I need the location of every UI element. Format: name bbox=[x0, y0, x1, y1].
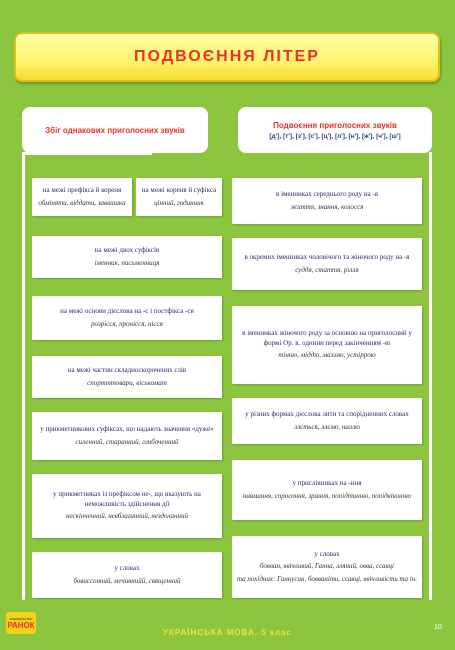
box-examples: обміняти, віддати, заввишки bbox=[38, 198, 126, 207]
right-heading-text: Подвоєння приголосних звуків bbox=[273, 120, 397, 130]
box-text: у прикметникових суфіксах, що надають значення «дуже» bbox=[40, 425, 214, 434]
box-examples: розрісся, пронісся, нісся bbox=[91, 319, 163, 328]
box-text: у прислівниках на -ння bbox=[292, 479, 362, 488]
left-column-heading bbox=[22, 107, 208, 153]
box-text: на межі двох суфіксів bbox=[94, 246, 160, 255]
left-box-prefix-root bbox=[32, 178, 132, 216]
box-examples: силенний, старанний, глибоченний bbox=[75, 437, 179, 446]
right-box-2 bbox=[232, 238, 422, 290]
box-text: у словах bbox=[114, 564, 140, 573]
box-text: на межі префікса й кореня bbox=[42, 186, 122, 195]
box-examples: цінний, годинник bbox=[154, 198, 204, 207]
right-box-3 bbox=[232, 306, 422, 384]
right-box-6 bbox=[232, 536, 422, 598]
right-connector bbox=[429, 152, 432, 600]
box-extra-examples: та похідних: Ганнусин, бовваніти, ссавці, ввічливість та ін. bbox=[237, 574, 417, 583]
box-examples: бовван, ввічливий, Ганна, лляний, овва, ссавці bbox=[259, 562, 394, 571]
left-box-3 bbox=[32, 356, 222, 398]
title-banner bbox=[14, 32, 440, 82]
box-examples: суддя, стаття, рілля bbox=[295, 265, 359, 274]
right-box-5 bbox=[232, 460, 422, 520]
footer bbox=[0, 622, 455, 642]
left-heading-text: Збіг однакових приголосних звуків bbox=[45, 125, 185, 135]
left-box-5 bbox=[32, 474, 222, 538]
logo-top-text: ВИДАВНИЦТВО bbox=[9, 616, 33, 621]
right-box-1 bbox=[232, 178, 422, 224]
box-examples: навмання, спросоння, зрання, попідтинню, попідвіконню bbox=[242, 491, 412, 500]
box-examples: іменник, письменниця bbox=[94, 258, 160, 267]
box-examples: нескінченний, невблаганний, нездоланний bbox=[66, 512, 188, 521]
box-text: в іменниках жіночого роду за основою на приголосний у формі Ор. в. однини перед закінченням -ю bbox=[242, 329, 412, 347]
right-column-heading bbox=[238, 107, 432, 153]
box-text: на межі кореня й суфікса bbox=[141, 186, 217, 195]
box-examples: спортттовари, віськомат bbox=[87, 378, 167, 387]
footer-text: УКРАЇНСЬКА МОВА. 5 клас bbox=[163, 627, 292, 637]
box-text: у різних формах дієслова лити та спорідненних словах bbox=[245, 410, 409, 419]
box-examples: ллється, ллємо, наллю bbox=[294, 422, 360, 431]
right-subheading-text: [д'], [т'], [з'], [с'], [ц'], [л'], [н'], [ж'], [ч'], [ш'] bbox=[269, 132, 401, 140]
box-text: в іменниках середнього роду на -я bbox=[276, 190, 378, 199]
box-text: на межі основи дієслова на -с і постфікса -ся bbox=[60, 307, 194, 316]
box-text: в окремих іменниках чоловічого та жіночого роду на -я bbox=[244, 253, 410, 262]
box-examples: тінню, міддю, мазззю, устіррою bbox=[278, 351, 376, 360]
page-title: ПОДВОЄННЯ ЛІТЕР bbox=[134, 48, 320, 65]
box-examples: бовиссонний, мечивнийй, священний bbox=[73, 576, 181, 585]
box-examples: життя, знання, колосся bbox=[290, 202, 364, 211]
box-text: у словах bbox=[314, 549, 340, 558]
left-box-4 bbox=[32, 412, 222, 460]
box-text: у прикметниках із префіксом не-, що вказують на неможливість здійснення дії bbox=[53, 490, 201, 508]
logo-bottom-text: РАНОК bbox=[7, 620, 35, 630]
box-text: на межі частин складноскорочених слів bbox=[67, 366, 187, 375]
left-box-6 bbox=[32, 552, 222, 598]
left-connector bbox=[22, 152, 25, 600]
right-box-4 bbox=[232, 398, 422, 444]
left-box-2 bbox=[32, 296, 222, 340]
left-box-root-suffix bbox=[136, 178, 222, 216]
left-box-1 bbox=[32, 236, 222, 278]
page-number: 10 bbox=[434, 624, 442, 631]
left-connector-top bbox=[22, 152, 152, 155]
